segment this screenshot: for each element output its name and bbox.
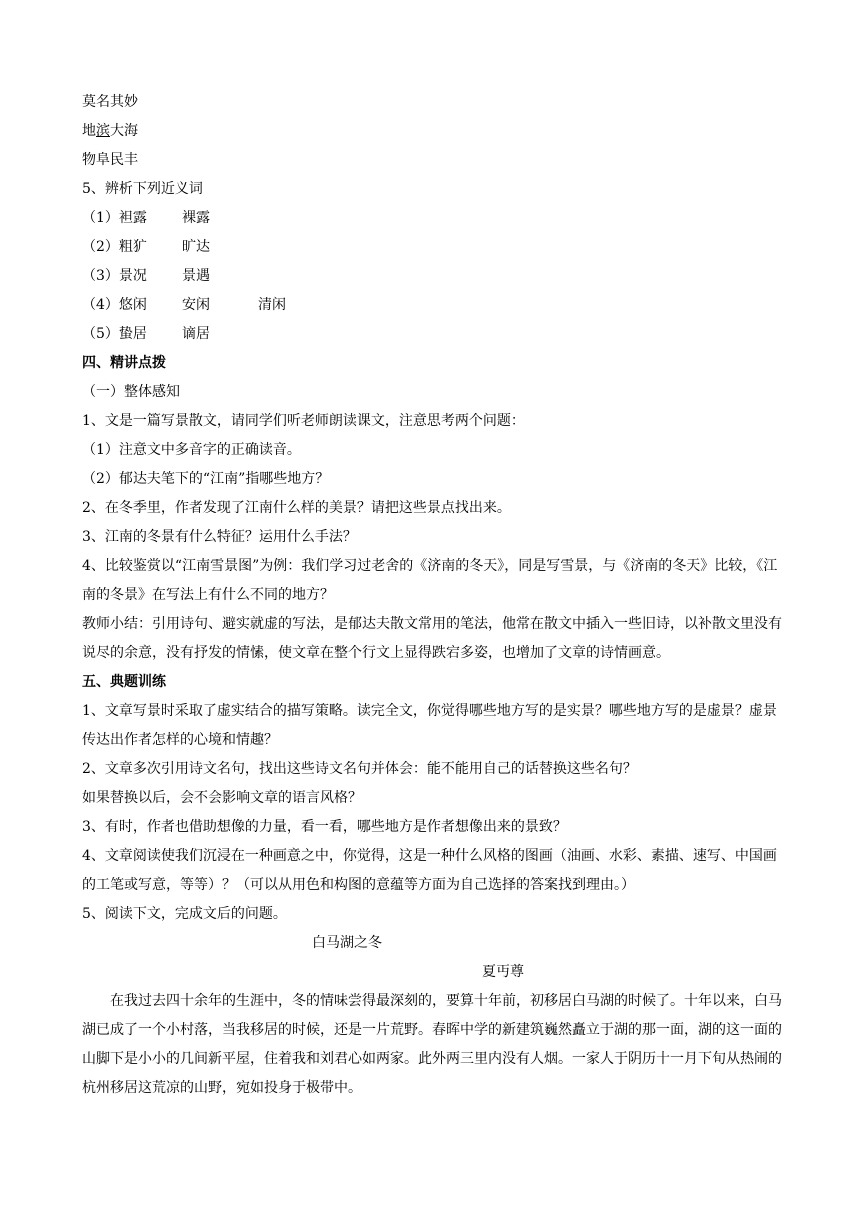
question-text: 1、文是一篇写景散文，请同学们听老师朗读课文，注意思考两个问题： [82, 413, 525, 429]
synonym-word: （3）景况 [82, 268, 147, 284]
article-author: 夏丏尊 [482, 964, 524, 980]
teacher-summary: 教师小结：引用诗句、避实就虚的写法，是郁达夫散文常用的笔法，他常在散文中插入一些旧诗，以补散文里没有说尽的余意，没有抒发的情愫，使文章在整个行文上显得跌宕多姿，也增加了文章的诗情画意。 [82, 616, 782, 661]
question-heading: 5、辨析下列近义词 [82, 181, 203, 197]
question-text: （1）注意文中多音字的正确读音。 [82, 442, 301, 458]
subsection-heading: （一）整体感知 [82, 384, 180, 400]
question-text: （2）郁达夫笔下的“江南”指哪些地方？ [82, 471, 330, 487]
question-text: 3、江南的冬景有什么特征？运用什么手法？ [82, 529, 357, 545]
question-text: 如果替换以后，会不会影响文章的语言风格？ [82, 790, 362, 806]
question-text: 1、文章写景时采取了虚实结合的描写策略。读完全文，你觉得哪些地方写的是实景？哪些地方写的是虚景？虚景传达出作者怎样的心境和情趣？ [82, 703, 777, 748]
synonym-word: 谪居 [182, 326, 210, 342]
question-text: 2、文章多次引用诗文名句，找出这些诗文名句并体会：能不能用自己的话替换这些名句？ [82, 761, 637, 777]
underlined-char: 滨 [96, 123, 110, 139]
document-page [82, 88, 782, 1103]
synonym-word: （5）蛰居 [82, 326, 147, 342]
article-body: 在我过去四十余年的生涯中，冬的情味尝得最深刻的，要算十年前，初移居白马湖的时候了。十年以来，白马湖已成了一个小村落，当我移居的时候，还是一片荒野。春晖中学的新建筑巍然矗立于湖的那一面，湖的这一面的山脚下是小小的几间新平屋，住着我和刘君心如两家。此外两三里内没有人烟。一家人于阴历十一月下旬从热闹的杭州移居这荒凉的山野，宛如投身于极带中。 [82, 993, 782, 1096]
synonym-word: 景遇 [182, 268, 210, 284]
synonym-row [82, 320, 782, 349]
question-text: 5、阅读下文，完成文后的问题。 [82, 906, 287, 922]
question-text: 2、在冬季里，作者发现了江南什么样的美景？请把这些景点找出来。 [82, 500, 511, 516]
synonym-row [82, 233, 782, 262]
article-title: 白马湖之冬 [312, 935, 382, 951]
section-heading: 四、精讲点拨 [82, 355, 166, 371]
synonym-word: （1）袒露 [82, 210, 147, 226]
idiom-text: 大海 [110, 123, 138, 139]
synonym-row [82, 262, 782, 291]
synonym-row [82, 291, 782, 320]
synonym-word: 裸露 [182, 210, 210, 226]
idiom-line: 物阜民丰 [82, 152, 138, 168]
synonym-word: （2）粗犷 [82, 239, 147, 255]
question-text: 3、有时，作者也借助想像的力量，看一看，哪些地方是作者想像出来的景致？ [82, 819, 567, 835]
synonym-word: 清闲 [258, 297, 286, 313]
question-text: 4、比较鉴赏以“江南雪景图”为例：我们学习过老舍的《济南的冬天》，同是写雪景，与《济南的冬天》比较，《江南的冬景》在写法上有什么不同的地方？ [82, 558, 778, 603]
idiom-text: 地 [82, 123, 96, 139]
question-text: 4、文章阅读使我们沉浸在一种画意之中，你觉得，这是一种什么风格的图画（油画、水彩、素描、速写、中国画的工笔或写意，等等）？（可以从用色和构图的意蕴等方面为自己选择的答案找到理由。） [82, 848, 777, 893]
section-heading: 五、典题训练 [82, 674, 166, 690]
synonym-word: 安闲 [182, 297, 210, 313]
idiom-line: 莫名其妙 [82, 94, 138, 110]
synonym-word: 旷达 [182, 239, 210, 255]
synonym-word: （4）悠闲 [82, 297, 147, 313]
idiom-line [82, 117, 782, 146]
synonym-row [82, 204, 782, 233]
